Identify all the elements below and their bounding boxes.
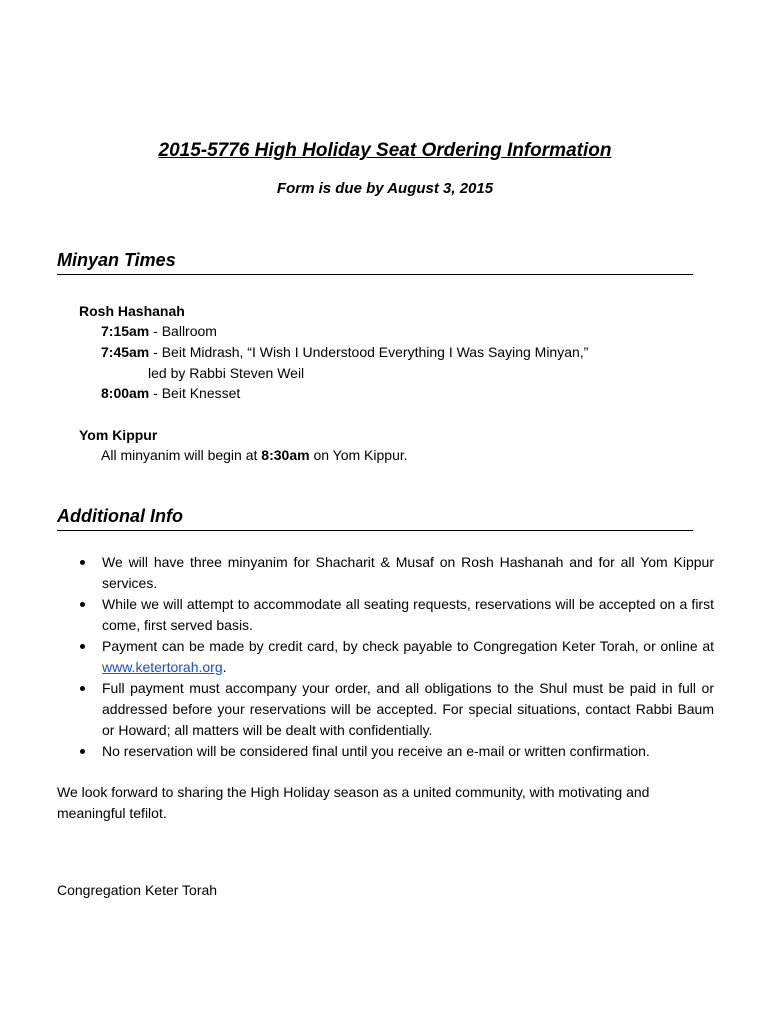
bullet-icon xyxy=(80,686,85,691)
bullet-icon xyxy=(80,644,85,649)
bullet-icon xyxy=(80,560,85,565)
bullet-icon xyxy=(80,602,85,607)
page-title: 2015-5776 High Holiday Seat Ordering Information xyxy=(158,140,612,161)
rosh-hashanah-label: Rosh Hashanah xyxy=(79,303,185,319)
bullet-text-end: . xyxy=(222,659,227,675)
list-item xyxy=(78,636,714,678)
signature: Congregation Keter Torah xyxy=(57,882,218,898)
closing-paragraph: We look forward to sharing the High Holiday season as a united community, with motivating and meaningful tefilot. xyxy=(57,784,650,821)
bullet-text: Payment can be made by credit card, by check payable to Congregation Keter Torah, or online at xyxy=(102,638,714,654)
bullet-text: We will have three minyanim for Shacharit & Musaf on Rosh Hashanah and for all Yom Kippur services. xyxy=(102,554,714,591)
list-item xyxy=(78,552,714,594)
rh-time-3-time: 8:00am xyxy=(101,385,150,401)
rh-time-2 xyxy=(101,342,588,362)
list-item xyxy=(78,678,714,741)
additional-info-heading: Additional Info xyxy=(57,506,693,531)
rh-time-1-desc: - Ballroom xyxy=(149,323,217,339)
yom-kippur-time xyxy=(101,445,408,465)
bullet-text: Full payment must accompany your order, and all obligations to the Shul must be paid in full or addressed before your reservations will be accepted. For special situations, contact Rabbi Baum or Howard; all matters will be dealt with confidentially. xyxy=(102,680,714,738)
due-date: Form is due by August 3, 2015 xyxy=(276,180,494,197)
list-item xyxy=(78,594,714,636)
minyan-times-heading: Minyan Times xyxy=(57,250,693,275)
rh-time-2-desc: - Beit Midrash, “I Wish I Understood Everything I Was Saying Minyan,” xyxy=(149,344,589,360)
rh-time-3-desc: - Beit Knesset xyxy=(149,385,241,401)
list-item xyxy=(78,741,714,762)
bullet-text: While we will attempt to accommodate all seating requests, reservations will be accepted on a first come, first served basis. xyxy=(102,596,714,633)
website-link[interactable]: www.ketertorah.org xyxy=(102,659,223,675)
rh-time-2-continued: led by Rabbi Steven Weil xyxy=(148,365,305,381)
rh-time-3 xyxy=(101,383,240,403)
yk-post: on Yom Kippur. xyxy=(309,447,408,463)
bullet-icon xyxy=(80,749,85,754)
yk-pre: All minyanim will begin at xyxy=(101,447,262,463)
rh-time-2-time: 7:45am xyxy=(101,344,150,360)
yk-time: 8:30am xyxy=(261,447,310,463)
bullet-text: No reservation will be considered final until you receive an e-mail or written confirmation. xyxy=(102,743,650,759)
rh-time-1 xyxy=(101,321,217,341)
yom-kippur-label: Yom Kippur xyxy=(79,427,158,443)
rh-time-1-time: 7:15am xyxy=(101,323,150,339)
info-bullet-list xyxy=(78,552,714,762)
